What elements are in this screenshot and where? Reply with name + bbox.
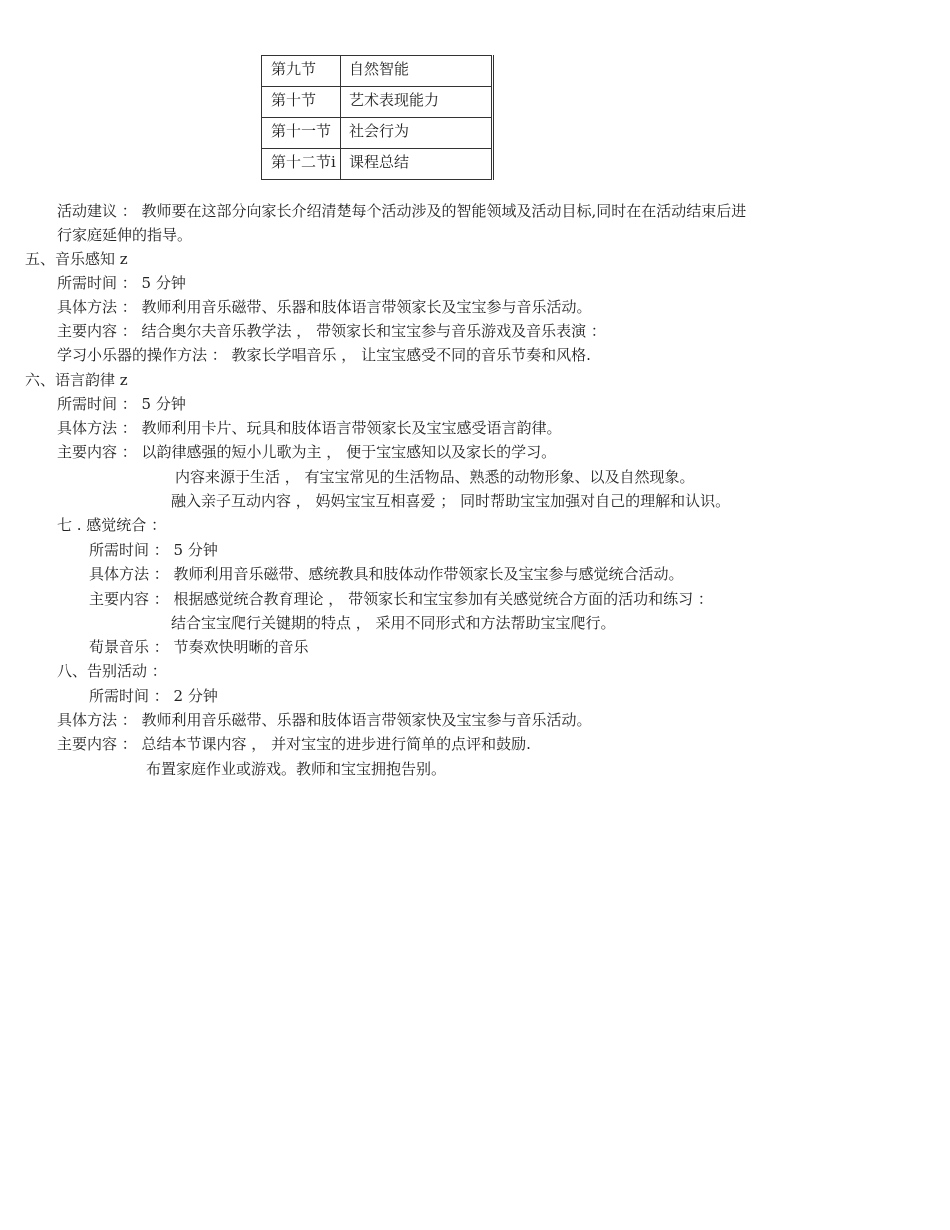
table-row: [262, 118, 493, 149]
table-row: [262, 56, 493, 87]
music-duration: 所需时间 ： 5 分钟: [57, 274, 186, 292]
sensory-method: 具体方法 ： 教师利用音乐磁带、感统教具和肢体动作带领家长及宝宝参与感觉统合活动。: [89, 565, 684, 583]
topic-cell: 社会行为: [341, 118, 493, 149]
section-cell: 第十一节: [262, 118, 341, 149]
section-cell: 第十节: [262, 87, 341, 118]
language-method: 具体方法 ： 教师利用卡片、玩具和肢体语言带领家长及宝宝感受语言韵律。: [57, 419, 562, 437]
table-row: [262, 87, 493, 118]
background-music: 荀景音乐 ： 节奏欢快明晰的音乐: [89, 638, 309, 656]
music-content: 主要内容 ： 结合奥尔夫音乐教学法 ， 带领家长和宝宝参与音乐游戏及音乐表演 ：: [57, 322, 606, 340]
sensory-content-detail: 结合宝宝爬行关键期的特点 ， 采用不同形式和方法帮助宝宝爬行。: [171, 614, 616, 632]
section-heading-farewell: 八、告别活动 ：: [57, 662, 167, 680]
music-method: 具体方法 ： 教师利用音乐磁带、乐器和肢体语言带领家长及宝宝参与音乐活动。: [57, 298, 592, 316]
course-schedule-table: [261, 55, 494, 180]
section-heading-language: 六、语言韵律 z: [25, 371, 128, 389]
farewell-method: 具体方法 ： 教师利用音乐磁带、乐器和肢体语言带领家快及宝宝参与音乐活动。: [57, 711, 592, 729]
sensory-content: 主要内容 ： 根据感觉统合教育理论 ， 带领家长和宝宝参加有关感觉统合方面的活功和练习 ：: [89, 590, 713, 608]
music-content-detail: 学习小乐器的操作方法 ： 教家长学唱音乐 ， 让宝宝感受不同的音乐节奏和风格.: [57, 346, 591, 364]
activity-suggestion-continuation: 行家庭延伸的指导。: [57, 226, 193, 244]
language-duration: 所需时间 ： 5 分钟: [57, 395, 186, 413]
sensory-duration: 所需时间 ： 5 分钟: [89, 541, 218, 559]
section-heading-music: 五、音乐感知 z: [25, 250, 128, 268]
language-content: 主要内容 ： 以韵律感强的短小儿歌为主 ， 便于宝宝感知以及家长的学习。: [57, 443, 557, 461]
farewell-content: 主要内容 ： 总结本节课内容 ， 并对宝宝的进步进行简单的点评和鼓励.: [57, 735, 531, 753]
activity-suggestion-line: 活动建议 ： 教师要在这部分向家长介绍清楚每个活动涉及的智能领域及活动目标,同时在在活动结束后进: [57, 202, 747, 220]
topic-cell: 艺术表现能力: [341, 87, 493, 118]
language-content-detail-1: 内容来源于生活 ， 有宝宝常见的生活物品、熟悉的动物形象、以及自然现象。: [175, 468, 695, 486]
section-cell: 第十二节i: [262, 149, 341, 180]
section-cell: 第九节: [262, 56, 341, 87]
table-row: [262, 149, 493, 180]
farewell-content-detail: 布置家庭作业或游戏。教师和宝宝拥抱告别。: [146, 760, 447, 778]
topic-cell: 课程总结: [341, 149, 493, 180]
topic-cell: 自然智能: [341, 56, 493, 87]
language-content-detail-2: 融入亲子互动内容 ， 妈妈宝宝互相喜爱 ； 同时帮助宝宝加强对自己的理解和认识。: [171, 492, 731, 510]
farewell-duration: 所需时间 ： 2 分钟: [89, 687, 218, 705]
section-heading-sensory: 七 . 感觉统合 ：: [57, 516, 167, 534]
